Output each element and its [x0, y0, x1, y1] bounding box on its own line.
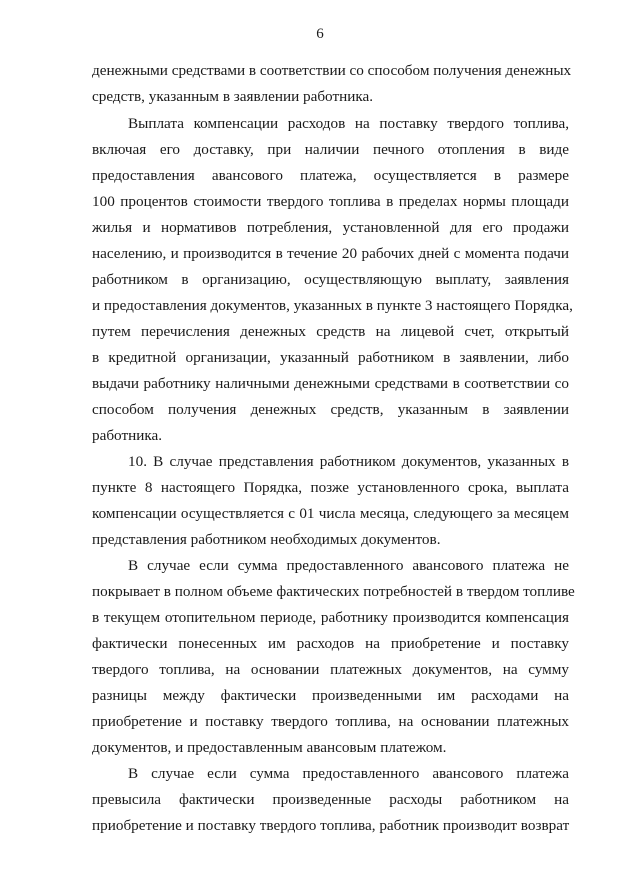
text-line: в текущем отопительном периоде, работнику производится компенсация: [92, 609, 569, 626]
text-line: включая его доставку, при наличии печного отопления в виде: [92, 141, 569, 158]
text-line: фактически понесенных им расходов на приобретение и поставку: [92, 635, 569, 652]
text-line: В случае если сумма предоставленного авансового платежа не: [128, 557, 569, 574]
text-line: приобретение и поставку твердого топлива, на основании платежных: [92, 713, 569, 730]
text-line: в кредитной организации, указанный работником в заявлении, либо: [92, 349, 569, 366]
text-line: работником в организацию, осуществляющую выплату, заявления: [92, 271, 569, 288]
page-number: 6: [316, 26, 324, 42]
text-line: В случае если сумма предоставленного авансового платежа: [128, 765, 569, 782]
text-line: представления работником необходимых документов.: [92, 531, 441, 548]
text-line: 100 процентов стоимости твердого топлива в пределах нормы площади: [92, 193, 569, 210]
text-line: населению, и производится в течение 20 рабочих дней с момента подачи: [92, 245, 569, 262]
text-line: средств, указанным в заявлении работника.: [92, 88, 374, 105]
text-line: приобретение и поставку твердого топлива, работник производит возврат: [92, 817, 570, 834]
text-line: и предоставления документов, указанных в пункте 3 настоящего Порядка,: [92, 297, 573, 314]
text-line: выдачи работнику наличными денежными средствами в соответствии со: [92, 375, 569, 392]
text-line: пункте 8 настоящего Порядка, позже установленного срока, выплата: [92, 479, 569, 496]
text-line: компенсации осуществляется с 01 числа месяца, следующего за месяцем: [92, 505, 569, 522]
text-line: предоставления авансового платежа, осуществляется в размере: [92, 167, 569, 184]
text-line: путем перечисления денежных средств на лицевой счет, открытый: [92, 323, 569, 340]
text-line: денежными средствами в соответствии со способом получения денежных: [92, 62, 572, 79]
text-line: Выплата компенсации расходов на поставку твердого топлива,: [128, 115, 569, 132]
text-line: жилья и нормативов потребления, установленной для его продажи: [92, 219, 569, 236]
text-line: разницы между фактически произведенными им расходами на: [92, 687, 569, 704]
text-line: покрывает в полном объеме фактических потребностей в твердом топливе: [92, 583, 575, 600]
text-line: превысила фактически произведенные расходы работником на: [92, 791, 569, 808]
text-line: способом получения денежных средств, указанным в заявлении: [92, 401, 569, 418]
text-line: 10. В случае представления работником документов, указанных в: [128, 453, 569, 470]
text-line: твердого топлива, на основании платежных документов, на сумму: [92, 661, 569, 678]
text-line: документов, и предоставленным авансовым платежом.: [92, 739, 447, 756]
text-line: работника.: [92, 427, 163, 444]
